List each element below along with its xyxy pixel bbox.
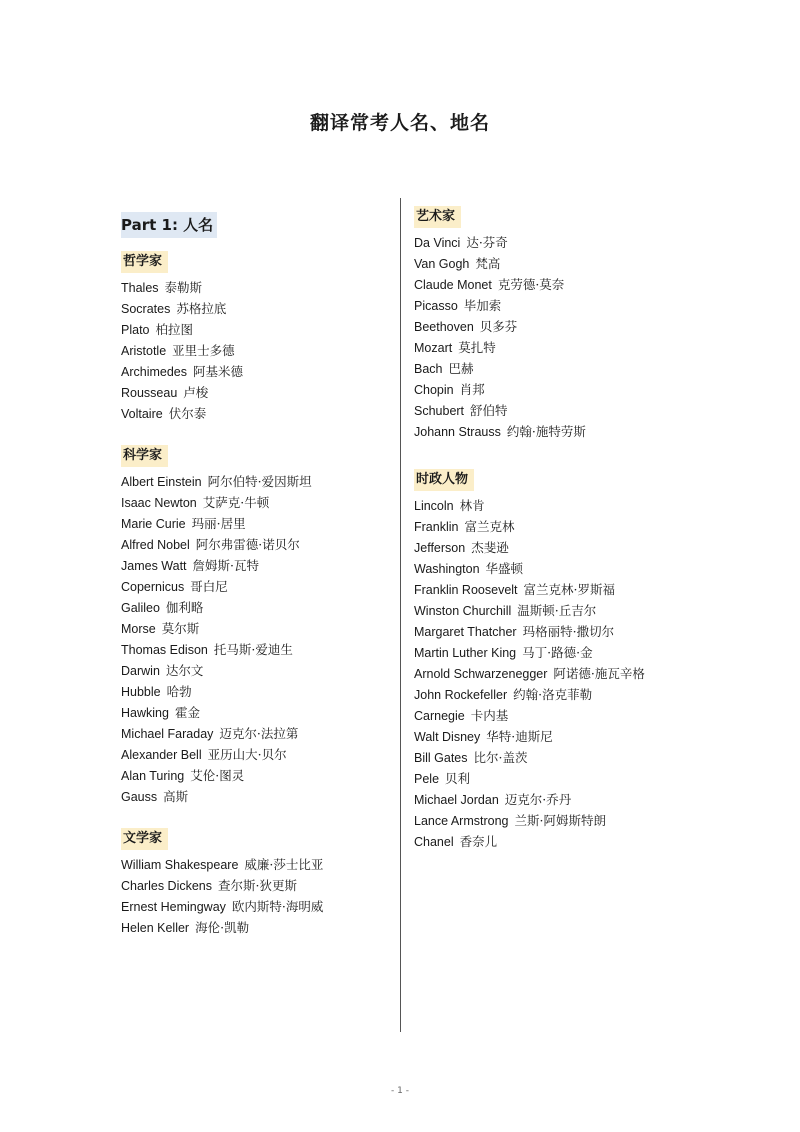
name-entry — [414, 579, 714, 600]
entry-list-scientists — [121, 471, 391, 807]
english-name: Franklin Roosevelt — [414, 583, 518, 597]
name-entry — [121, 723, 391, 744]
left-column — [121, 212, 391, 958]
english-name: Mozart — [414, 341, 453, 355]
name-entry — [121, 534, 391, 555]
chinese-name: 海伦·凯勒 — [195, 920, 250, 935]
name-entry — [121, 660, 391, 681]
name-entry — [414, 810, 714, 831]
document-title: 翻译常考人名、地名 — [309, 112, 490, 134]
name-entry — [414, 295, 714, 316]
english-name: Alan Turing — [121, 769, 185, 783]
english-name: Ernest Hemingway — [121, 900, 226, 914]
english-name: Franklin — [414, 520, 459, 534]
chinese-name: 梵高 — [475, 256, 501, 271]
chinese-name: 约翰·施特劳斯 — [506, 424, 586, 439]
name-entry — [414, 421, 714, 442]
name-entry — [121, 681, 391, 702]
name-entry — [414, 705, 714, 726]
name-entry — [121, 298, 391, 319]
chinese-name: 富兰克林 — [464, 519, 515, 534]
name-entry — [414, 337, 714, 358]
chinese-name: 哥白尼 — [190, 579, 228, 594]
name-entry — [121, 875, 391, 896]
chinese-name: 肖邦 — [459, 382, 485, 397]
english-name: Thales — [121, 281, 159, 295]
english-name: Michael Jordan — [414, 793, 499, 807]
english-name: Copernicus — [121, 580, 185, 594]
english-name: Claude Monet — [414, 278, 492, 292]
name-entry — [414, 358, 714, 379]
chinese-name: 霍金 — [174, 705, 200, 720]
chinese-name: 林肯 — [459, 498, 485, 513]
name-entry — [414, 600, 714, 621]
chinese-name: 贝多芬 — [479, 319, 518, 334]
name-entry — [121, 744, 391, 765]
chinese-name: 毕加索 — [463, 298, 502, 313]
english-name: Beethoven — [414, 320, 474, 334]
name-entry — [121, 639, 391, 660]
english-name: Marie Curie — [121, 517, 186, 531]
chinese-name: 卢梭 — [183, 385, 209, 400]
chinese-name: 迈克尔·法拉第 — [219, 726, 299, 741]
english-name: Chopin — [414, 383, 454, 397]
english-name: Martin Luther King — [414, 646, 517, 660]
name-entry — [414, 316, 714, 337]
name-entry — [121, 765, 391, 786]
english-name: Carnegie — [414, 709, 465, 723]
english-name: Jefferson — [414, 541, 466, 555]
english-name: Alfred Nobel — [121, 538, 190, 552]
english-name: Thomas Edison — [121, 643, 208, 657]
section-heading-scientists: 科学家 — [121, 445, 168, 467]
part-1-heading: Part 1: 人名 — [121, 212, 217, 238]
entry-list-artists — [414, 232, 714, 442]
chinese-name: 杰斐逊 — [471, 540, 509, 555]
section-heading-philosophers: 哲学家 — [121, 251, 168, 273]
chinese-name: 玛格丽特·撒切尔 — [522, 624, 615, 639]
section-scientists — [121, 444, 391, 807]
section-writers — [121, 827, 391, 938]
english-name: Galileo — [121, 601, 160, 615]
name-entry — [121, 340, 391, 361]
english-name: Charles Dickens — [121, 879, 213, 893]
name-entry — [121, 618, 391, 639]
chinese-name: 玛丽·居里 — [191, 516, 246, 531]
english-name: Isaac Newton — [121, 496, 197, 510]
chinese-name: 约翰·洛克菲勒 — [513, 687, 593, 702]
page-number: - 1 - — [391, 1086, 409, 1096]
part-1-heading-wrap — [121, 212, 391, 250]
chinese-name: 迈克尔·乔丹 — [504, 792, 572, 807]
chinese-name: 哈勃 — [166, 684, 192, 699]
english-name: Lincoln — [414, 499, 454, 513]
english-name: Darwin — [121, 664, 160, 678]
chinese-name: 艾萨克·牛顿 — [202, 495, 270, 510]
chinese-name: 艾伦·图灵 — [190, 768, 245, 783]
chinese-name: 达·芬奇 — [466, 235, 508, 250]
english-name: Van Gogh — [414, 257, 470, 271]
chinese-name: 伏尔泰 — [168, 406, 207, 421]
chinese-name: 欧内斯特·海明威 — [231, 899, 324, 914]
name-entry — [414, 684, 714, 705]
chinese-name: 卡内基 — [470, 708, 509, 723]
english-name: Bach — [414, 362, 443, 376]
name-entry — [121, 917, 391, 938]
name-entry — [121, 896, 391, 917]
chinese-name: 詹姆斯·瓦特 — [192, 558, 260, 573]
name-entry — [414, 621, 714, 642]
chinese-name: 查尔斯·狄更斯 — [218, 878, 297, 893]
chinese-name: 巴赫 — [448, 361, 474, 376]
chinese-name: 香奈儿 — [459, 834, 498, 849]
chinese-name: 柏拉图 — [155, 322, 194, 337]
name-entry — [414, 831, 714, 852]
chinese-name: 莫扎特 — [458, 340, 496, 355]
english-name: Hubble — [121, 685, 161, 699]
name-entry — [121, 786, 391, 807]
section-heading-writers: 文学家 — [121, 828, 168, 850]
name-entry — [414, 253, 714, 274]
english-name: Helen Keller — [121, 921, 190, 935]
name-entry — [121, 597, 391, 618]
column-divider — [400, 198, 401, 1032]
name-entry — [414, 495, 714, 516]
chinese-name: 阿尔伯特·爱因斯坦 — [207, 474, 312, 489]
chinese-name: 泰勒斯 — [164, 280, 203, 295]
chinese-name: 阿诺德·施瓦辛格 — [553, 666, 645, 681]
english-name: James Watt — [121, 559, 187, 573]
section-artists — [414, 205, 714, 442]
chinese-name: 华盛顿 — [485, 561, 524, 576]
name-entry — [121, 403, 391, 424]
chinese-name: 高斯 — [163, 789, 189, 804]
chinese-name: 克劳德·莫奈 — [497, 277, 565, 292]
chinese-name: 阿尔弗雷德·诺贝尔 — [195, 537, 300, 552]
name-entry — [121, 702, 391, 723]
name-entry — [414, 537, 714, 558]
english-name: Plato — [121, 323, 150, 337]
section-political-figures — [414, 468, 714, 852]
english-name: Da Vinci — [414, 236, 461, 250]
chinese-name: 达尔文 — [165, 663, 204, 678]
english-name: Walt Disney — [414, 730, 481, 744]
english-name: Washington — [414, 562, 480, 576]
entry-list-writers — [121, 854, 391, 938]
chinese-name: 亚历山大·贝尔 — [207, 747, 287, 762]
chinese-name: 莫尔斯 — [161, 621, 200, 636]
english-name: Albert Einstein — [121, 475, 202, 489]
chinese-name: 贝利 — [445, 771, 471, 786]
name-entry — [414, 400, 714, 421]
english-name: Gauss — [121, 790, 158, 804]
name-entry — [121, 492, 391, 513]
english-name: Rousseau — [121, 386, 178, 400]
name-entry — [121, 555, 391, 576]
chinese-name: 马丁·路德·金 — [522, 645, 593, 660]
name-entry — [414, 558, 714, 579]
english-name: Archimedes — [121, 365, 187, 379]
english-name: Socrates — [121, 302, 171, 316]
english-name: Aristotle — [121, 344, 167, 358]
name-entry — [121, 361, 391, 382]
name-entry — [414, 516, 714, 537]
name-entry — [121, 471, 391, 492]
right-column — [414, 205, 714, 872]
section-philosophers — [121, 250, 391, 424]
chinese-name: 温斯顿·丘吉尔 — [517, 603, 597, 618]
section-heading-artists: 艺术家 — [414, 206, 461, 228]
section-heading-political-figures: 时政人物 — [414, 469, 474, 491]
chinese-name: 威廉·莎士比亚 — [244, 857, 324, 872]
chinese-name: 舒伯特 — [470, 403, 508, 418]
english-name: Bill Gates — [414, 751, 468, 765]
english-name: Alexander Bell — [121, 748, 202, 762]
chinese-name: 托马斯·爱迪生 — [213, 642, 293, 657]
english-name: Johann Strauss — [414, 425, 501, 439]
chinese-name: 富兰克林·罗斯福 — [523, 582, 615, 597]
english-name: Arnold Schwarzenegger — [414, 667, 548, 681]
english-name: Margaret Thatcher — [414, 625, 517, 639]
name-entry — [121, 576, 391, 597]
name-entry — [414, 768, 714, 789]
english-name: Michael Faraday — [121, 727, 214, 741]
name-entry — [414, 642, 714, 663]
chinese-name: 阿基米德 — [193, 364, 244, 379]
english-name: Lance Armstrong — [414, 814, 509, 828]
chinese-name: 兰斯·阿姆斯特朗 — [514, 813, 606, 828]
name-entry — [414, 232, 714, 253]
english-name: Winston Churchill — [414, 604, 512, 618]
chinese-name: 伽利略 — [165, 600, 204, 615]
name-entry — [414, 274, 714, 295]
chinese-name: 苏格拉底 — [176, 301, 227, 316]
entry-list-philosophers — [121, 277, 391, 424]
english-name: Pele — [414, 772, 440, 786]
chinese-name: 亚里士多德 — [172, 343, 235, 358]
name-entry — [121, 854, 391, 875]
name-entry — [121, 382, 391, 403]
name-entry — [121, 513, 391, 534]
english-name: Hawking — [121, 706, 169, 720]
entry-list-political-figures — [414, 495, 714, 852]
name-entry — [121, 277, 391, 298]
english-name: John Rockefeller — [414, 688, 508, 702]
english-name: Chanel — [414, 835, 454, 849]
name-entry — [414, 789, 714, 810]
english-name: William Shakespeare — [121, 858, 239, 872]
chinese-name: 华特·迪斯尼 — [486, 729, 553, 744]
name-entry — [414, 379, 714, 400]
name-entry — [414, 663, 714, 684]
english-name: Voltaire — [121, 407, 163, 421]
chinese-name: 比尔·盖茨 — [473, 750, 528, 765]
english-name: Picasso — [414, 299, 458, 313]
name-entry — [121, 319, 391, 340]
name-entry — [414, 726, 714, 747]
english-name: Morse — [121, 622, 156, 636]
english-name: Schubert — [414, 404, 465, 418]
name-entry — [414, 747, 714, 768]
